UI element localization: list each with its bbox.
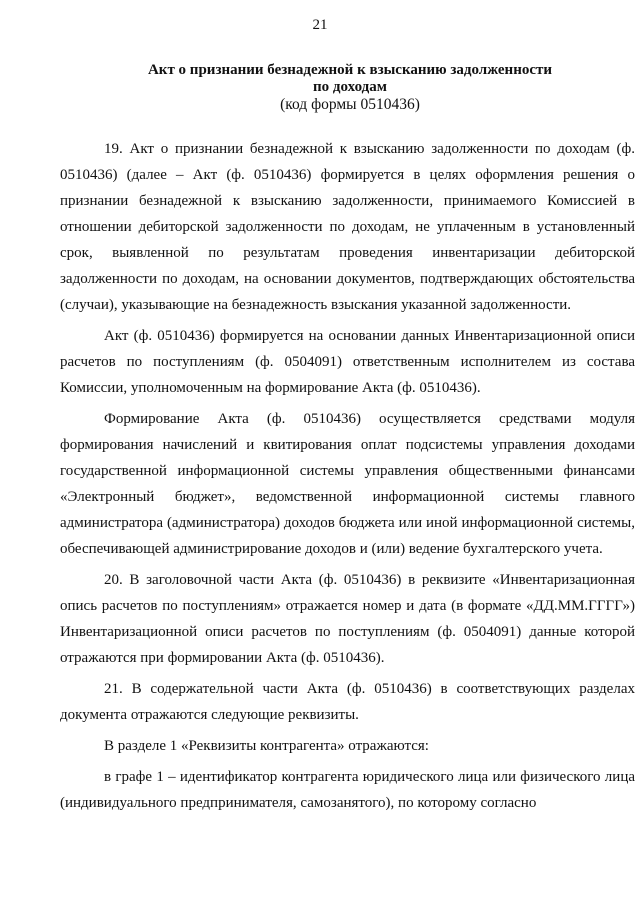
page-number: 21 xyxy=(312,17,328,33)
heading-title-line2: по доходам xyxy=(313,79,387,95)
heading-title-line1: Акт о признании безнадежной к взысканию задолженности xyxy=(147,62,553,78)
document-body xyxy=(60,136,635,821)
paragraph-20: 20. В заголовочной части Акта (ф. 0510436) в реквизите «Инвентаризационная опись расчетов по поступлениям» отражается номер и дата (в формате «ДД.ММ.ГГГГ») Инвентаризационной описи расчетов по поступлениям (ф. 0504091) данные которой отражаются при формировании Акта (ф. 0510436). xyxy=(60,572,635,666)
paragraph-column-1: в графе 1 – идентификатор контрагента юридического лица или физического лица (индивидуального предпринимателя, самозанятого), по которому согласно xyxy=(60,769,635,811)
paragraph-act-basis: Акт (ф. 0510436) формируется на основании данных Инвентаризационной описи расчетов по поступлениям (ф. 0504091) ответственным исполнителем из состава Комиссии, уполномоченным на формирование Акта (ф. 0510436). xyxy=(60,328,635,396)
form-code: (код формы 0510436) xyxy=(280,96,420,113)
paragraph-section-1: В разделе 1 «Реквизиты контрагента» отражаются: xyxy=(104,738,429,754)
paragraph-act-formation: Формирование Акта (ф. 0510436) осуществляется средствами модуля формирования начислений и квитирования оплат подсистемы управления доходами государственной информационной системы управления общественными финансами «Электронный бюджет», ведомственной информационной системы главного администратора (администратора) доходов бюджета или иной информационной системы, обеспечивающей администрирование доходов и (или) ведение бухгалтерского учета. xyxy=(60,411,635,557)
document-heading xyxy=(80,62,620,114)
paragraph-21: 21. В содержательной части Акта (ф. 0510436) в соответствующих разделах документа отражаются следующие реквизиты. xyxy=(60,681,635,723)
paragraph-19: 19. Акт о признании безнадежной к взысканию задолженности по доходам (ф. 0510436) (далее – Акт (ф. 0510436) формируется в целях оформления решения о признании безнадежной к взысканию задолженности, принимаемого Комиссией в отношении дебиторской задолженности по доходам, не уплаченным в установленный срок, выявленной по результатам проведения инвентаризации дебиторской задолженности по доходам, на основании документов, подтверждающих обстоятельства (случаи), указывающие на безнадежность взыскания указанной задолженности. xyxy=(60,141,635,313)
